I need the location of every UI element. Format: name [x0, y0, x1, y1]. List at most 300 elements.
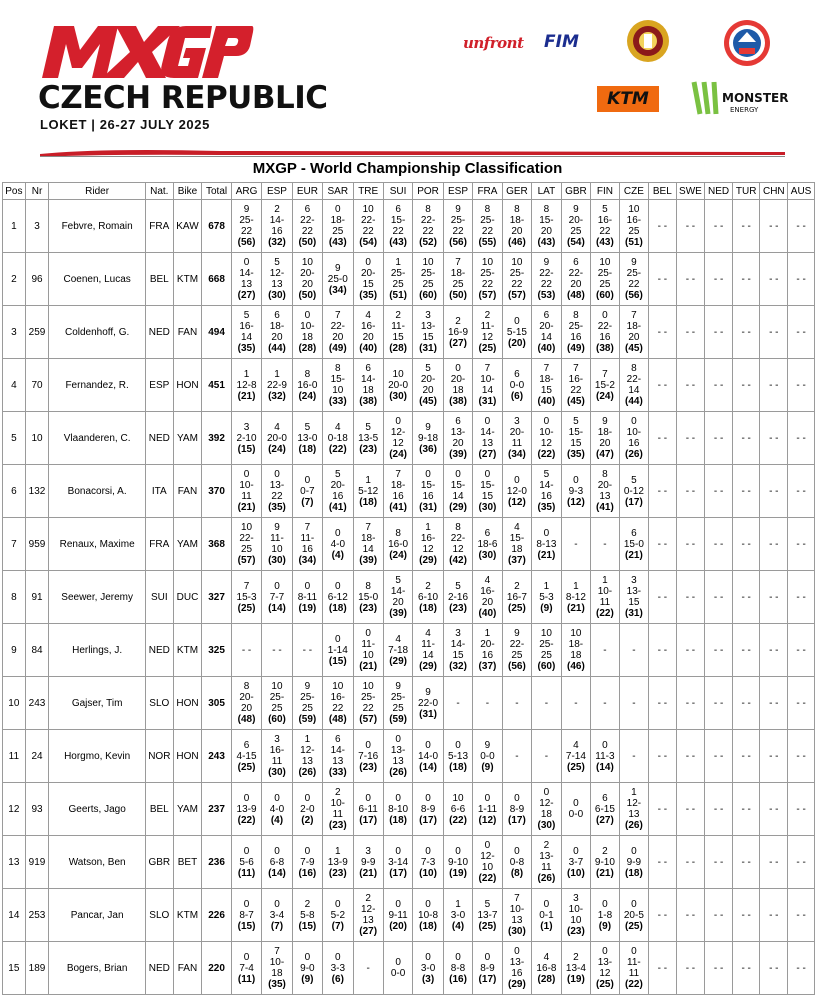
round-result-cell: 0 20- 15 (35)	[353, 253, 383, 306]
total-cell: 226	[202, 889, 232, 942]
round-result-cell: 0 8-10 (18)	[383, 783, 412, 836]
round-result-cell: 1 8-12 (21)	[561, 571, 591, 624]
nation-cell: BEL	[145, 783, 173, 836]
round-result-cell: 6 15- 22 (43)	[383, 200, 412, 253]
round-result-cell: - -	[231, 624, 261, 677]
total-cell: 392	[202, 412, 232, 465]
round-result-cell: 7 10- 18 (35)	[262, 942, 292, 995]
round-result-cell: 6 14- 18 (38)	[353, 359, 383, 412]
column-header: POR	[413, 183, 443, 200]
round-result-cell: - -	[732, 942, 760, 995]
nation-cell: NOR	[145, 730, 173, 783]
round-result-cell: 0 8-8 (16)	[443, 942, 472, 995]
round-result-cell: 0 2-0 (2)	[292, 783, 322, 836]
position-cell: 4	[3, 359, 26, 412]
round-result-cell: - -	[705, 730, 733, 783]
round-result-cell: 5 15- 15 (35)	[561, 412, 591, 465]
round-result-cell: 0 7-9 (16)	[292, 836, 322, 889]
nation-cell: NED	[145, 412, 173, 465]
bike-cell: FAN	[173, 942, 202, 995]
position-cell: 12	[3, 783, 26, 836]
ktm-logo: KTM	[597, 86, 659, 112]
round-result-cell: 9 18- 20 (47)	[591, 412, 620, 465]
round-result-cell: 0 8-7 (15)	[231, 889, 261, 942]
table-row	[3, 624, 815, 677]
round-result-cell: - -	[705, 465, 733, 518]
round-result-cell: 2 10- 11 (23)	[323, 783, 353, 836]
round-result-cell: - -	[705, 836, 733, 889]
position-cell: 3	[3, 306, 26, 359]
round-result-cell: 2 14- 16 (32)	[262, 200, 292, 253]
round-result-cell: - -	[649, 571, 676, 624]
round-result-cell: 0 7-3 (10)	[413, 836, 443, 889]
round-result-cell: 0 14- 13 (27)	[473, 412, 502, 465]
round-result-cell: 8 18- 20 (46)	[502, 200, 532, 253]
table-header	[3, 183, 815, 200]
unfront-logo: unfront	[463, 34, 524, 52]
round-result-cell: - -	[788, 889, 815, 942]
round-result-cell: - -	[760, 465, 788, 518]
column-header: NED	[705, 183, 733, 200]
round-result-cell: 0 11-3 (14)	[591, 730, 620, 783]
round-result-cell: 0 5-13 (18)	[443, 730, 472, 783]
round-result-cell: 1 10- 11 (22)	[591, 571, 620, 624]
round-result-cell: - -	[732, 624, 760, 677]
round-result-cell: - -	[788, 200, 815, 253]
round-result-cell: 7 10- 14 (31)	[473, 359, 502, 412]
round-result-cell: 4 0-18 (22)	[323, 412, 353, 465]
round-result-cell: 0 6-11 (17)	[353, 783, 383, 836]
column-header: Rider	[49, 183, 146, 200]
nation-cell: ITA	[145, 465, 173, 518]
round-result-cell: 0 7-16 (23)	[353, 730, 383, 783]
round-result-cell: 3 2-10 (15)	[231, 412, 261, 465]
round-result-cell: 0 8-11 (19)	[292, 571, 322, 624]
bike-cell: YAM	[173, 518, 202, 571]
round-result-cell: 5 13-7 (25)	[473, 889, 502, 942]
position-cell: 8	[3, 571, 26, 624]
round-result-cell: - -	[676, 624, 705, 677]
round-result-cell: 5 2-16 (23)	[443, 571, 472, 624]
round-result-cell: - -	[649, 836, 676, 889]
round-result-cell: 7 16- 22 (45)	[561, 359, 591, 412]
round-result-cell: - -	[760, 518, 788, 571]
round-result-cell: 6 4-15 (25)	[231, 730, 261, 783]
column-header: CHN	[760, 183, 788, 200]
column-header: TUR	[732, 183, 760, 200]
round-result-cell: - -	[676, 783, 705, 836]
round-result-cell: 9 25- 25 (59)	[292, 677, 322, 730]
round-result-cell: 8 22- 12 (42)	[443, 518, 472, 571]
round-result-cell: 2 16-9 (27)	[443, 306, 472, 359]
nation-cell: NED	[145, 942, 173, 995]
round-result-cell: 0 4-0 (4)	[323, 518, 353, 571]
round-result-cell: - -	[676, 836, 705, 889]
round-result-cell: - -	[649, 677, 676, 730]
rider-cell: Pancar, Jan	[49, 889, 146, 942]
round-result-cell: 0 0-7 (7)	[292, 465, 322, 518]
column-header: BEL	[649, 183, 676, 200]
round-result-cell: - -	[732, 889, 760, 942]
round-result-cell: - -	[760, 253, 788, 306]
number-cell: 10	[25, 412, 49, 465]
round-result-cell: 0 8-9 (17)	[473, 942, 502, 995]
round-result-cell: - -	[732, 359, 760, 412]
round-result-cell: - -	[649, 889, 676, 942]
round-result-cell: 0 15- 14 (29)	[443, 465, 472, 518]
round-result-cell: 8 15- 20 (43)	[532, 200, 561, 253]
table-row	[3, 730, 815, 783]
round-result-cell: 0 1-14 (15)	[323, 624, 353, 677]
round-result-cell: 6 18-6 (30)	[473, 518, 502, 571]
round-result-cell: 0 0-1 (1)	[532, 889, 561, 942]
total-cell: 668	[202, 253, 232, 306]
round-result-cell: 0 22- 16 (38)	[591, 306, 620, 359]
round-result-cell: 5 16- 14 (35)	[231, 306, 261, 359]
round-result-cell: 1 12- 13 (26)	[619, 783, 648, 836]
nation-cell: NED	[145, 306, 173, 359]
round-result-cell: 8 20- 13 (41)	[591, 465, 620, 518]
round-result-cell: 5 13-5 (23)	[353, 412, 383, 465]
round-result-cell: 0 9-10 (19)	[443, 836, 472, 889]
total-cell: 327	[202, 571, 232, 624]
round-result-cell: -	[561, 518, 591, 571]
round-result-cell: 9 25- 25 (59)	[383, 677, 412, 730]
table-row	[3, 783, 815, 836]
table-row	[3, 253, 815, 306]
svg-text:ENERGY: ENERGY	[730, 106, 759, 114]
round-result-cell: 7 11- 16 (34)	[292, 518, 322, 571]
round-result-cell: - -	[732, 306, 760, 359]
bike-cell: KAW	[173, 200, 202, 253]
round-result-cell: 0 4-0 (4)	[262, 783, 292, 836]
number-cell: 919	[25, 836, 49, 889]
round-result-cell: 0 3-4 (7)	[262, 889, 292, 942]
bike-cell: DUC	[173, 571, 202, 624]
round-result-cell: 0 7-7 (14)	[262, 571, 292, 624]
round-result-cell: - -	[649, 306, 676, 359]
number-cell: 243	[25, 677, 49, 730]
bike-cell: YAM	[173, 412, 202, 465]
round-result-cell: 8 16-0 (24)	[383, 518, 412, 571]
rider-cell: Gajser, Tim	[49, 677, 146, 730]
round-result-cell: 10 20- 20 (50)	[292, 253, 322, 306]
round-result-cell: - -	[760, 783, 788, 836]
round-result-cell: 8 16-0 (24)	[292, 359, 322, 412]
rider-cell: Horgmo, Kevin	[49, 730, 146, 783]
round-result-cell: 4 20-0 (24)	[262, 412, 292, 465]
round-result-cell: 0 14- 13 (27)	[231, 253, 261, 306]
round-result-cell: - -	[649, 942, 676, 995]
round-result-cell: - -	[676, 730, 705, 783]
round-result-cell: 1 22-9 (32)	[262, 359, 292, 412]
round-result-cell: - -	[649, 200, 676, 253]
round-result-cell: 0 11- 10 (21)	[353, 624, 383, 677]
bike-cell: KTM	[173, 624, 202, 677]
position-cell: 5	[3, 412, 26, 465]
number-cell: 3	[25, 200, 49, 253]
round-result-cell: 8 20- 20 (48)	[231, 677, 261, 730]
table-row	[3, 518, 815, 571]
round-result-cell: - -	[788, 518, 815, 571]
round-result-cell: 0 0-0	[561, 783, 591, 836]
round-result-cell: -	[502, 677, 532, 730]
round-result-cell: - -	[760, 200, 788, 253]
round-result-cell: 5 12- 13 (30)	[262, 253, 292, 306]
round-result-cell: 5 20- 20 (45)	[413, 359, 443, 412]
round-result-cell: 7 15-3 (25)	[231, 571, 261, 624]
round-result-cell: 0 9-11 (20)	[383, 889, 412, 942]
column-header: LAT	[532, 183, 561, 200]
round-result-cell: - -	[788, 253, 815, 306]
rider-cell: Fernandez, R.	[49, 359, 146, 412]
round-result-cell: 7 18- 25 (50)	[443, 253, 472, 306]
round-result-cell: 1 13-9 (23)	[323, 836, 353, 889]
round-result-cell: - -	[676, 942, 705, 995]
acr-crest-icon	[625, 18, 671, 64]
bike-cell: BET	[173, 836, 202, 889]
round-result-cell: 0 9-0 (9)	[292, 942, 322, 995]
round-result-cell: - -	[705, 253, 733, 306]
table-row	[3, 889, 815, 942]
table-row	[3, 942, 815, 995]
total-cell: 678	[202, 200, 232, 253]
round-result-cell: 8 25- 16 (49)	[561, 306, 591, 359]
round-result-cell: -	[591, 518, 620, 571]
round-result-cell: - -	[732, 253, 760, 306]
position-cell: 2	[3, 253, 26, 306]
column-header: ARG	[231, 183, 261, 200]
round-result-cell: 1 12- 13 (26)	[292, 730, 322, 783]
round-result-cell: - -	[676, 253, 705, 306]
rider-cell: Watson, Ben	[49, 836, 146, 889]
column-header: SUI	[383, 183, 412, 200]
round-result-cell: 0 3-0 (3)	[413, 942, 443, 995]
round-result-cell: - -	[705, 889, 733, 942]
round-result-cell: 10 25- 25 (60)	[262, 677, 292, 730]
rider-cell: Febvre, Romain	[49, 200, 146, 253]
round-result-cell: 2 5-8 (15)	[292, 889, 322, 942]
position-cell: 14	[3, 889, 26, 942]
round-result-cell: 0 8-9 (17)	[413, 783, 443, 836]
round-result-cell: 0 13- 12 (25)	[591, 942, 620, 995]
round-result-cell: 9 20- 25 (54)	[561, 200, 591, 253]
round-result-cell: - -	[705, 359, 733, 412]
fim-logo: FIM	[544, 32, 579, 52]
number-cell: 959	[25, 518, 49, 571]
round-result-cell: 0 1-11 (12)	[473, 783, 502, 836]
round-result-cell: 1 3-0 (4)	[443, 889, 472, 942]
round-result-cell: 6 22- 22 (50)	[292, 200, 322, 253]
round-result-cell: 0 20- 18 (38)	[443, 359, 472, 412]
round-result-cell: 0 1-8 (9)	[591, 889, 620, 942]
round-result-cell: 2 9-10 (21)	[591, 836, 620, 889]
round-result-cell: 8 22- 22 (52)	[413, 200, 443, 253]
round-result-cell: - -	[705, 412, 733, 465]
round-result-cell: 6 15-0 (21)	[619, 518, 648, 571]
round-result-cell: - -	[788, 412, 815, 465]
round-result-cell: 0 20-5 (25)	[619, 889, 648, 942]
round-result-cell: -	[532, 730, 561, 783]
bike-cell: KTM	[173, 253, 202, 306]
round-result-cell: 5 0-12 (17)	[619, 465, 648, 518]
round-result-cell: 1 25- 25 (51)	[383, 253, 412, 306]
round-result-cell: - -	[732, 200, 760, 253]
round-result-cell: 1 5-12 (18)	[353, 465, 383, 518]
total-cell: 243	[202, 730, 232, 783]
round-result-cell: 7 18- 15 (40)	[532, 359, 561, 412]
number-cell: 91	[25, 571, 49, 624]
round-result-cell: - -	[788, 306, 815, 359]
round-result-cell: 2 12- 13 (27)	[353, 889, 383, 942]
round-result-cell: -	[473, 677, 502, 730]
round-result-cell: 1 12-8 (21)	[231, 359, 261, 412]
column-header: Nr	[25, 183, 49, 200]
round-result-cell: 0 12-0 (12)	[502, 465, 532, 518]
number-cell: 93	[25, 783, 49, 836]
round-result-cell: 0 3-7 (10)	[561, 836, 591, 889]
round-result-cell: 0 10-8 (18)	[413, 889, 443, 942]
column-header: EUR	[292, 183, 322, 200]
table-row	[3, 306, 815, 359]
round-result-cell: 0 12- 12 (24)	[383, 412, 412, 465]
round-result-cell: 0 5-6 (11)	[231, 836, 261, 889]
round-result-cell: 10 25- 25 (60)	[591, 253, 620, 306]
round-result-cell: -	[443, 677, 472, 730]
round-result-cell: - -	[760, 942, 788, 995]
round-result-cell: 4 7-18 (29)	[383, 624, 412, 677]
round-result-cell: 0 15- 15 (30)	[473, 465, 502, 518]
bike-cell: FAN	[173, 306, 202, 359]
column-header: GBR	[561, 183, 591, 200]
position-cell: 1	[3, 200, 26, 253]
round-result-cell: 0 3-3 (6)	[323, 942, 353, 995]
round-result-cell: 0 10- 18 (28)	[292, 306, 322, 359]
table-row	[3, 200, 815, 253]
round-result-cell: - -	[292, 624, 322, 677]
round-result-cell: 0 13- 16 (29)	[502, 942, 532, 995]
round-result-cell: - -	[649, 253, 676, 306]
round-result-cell: - -	[705, 942, 733, 995]
round-result-cell: 8 25- 22 (55)	[473, 200, 502, 253]
column-header: CZE	[619, 183, 648, 200]
round-result-cell: 10 25- 22 (57)	[353, 677, 383, 730]
bike-cell: KTM	[173, 889, 202, 942]
column-header: ESP	[443, 183, 472, 200]
event-subtitle: LOKET | 26-27 JULY 2025	[40, 117, 210, 132]
monster-energy-logo	[690, 80, 789, 126]
round-result-cell: 7 18- 14 (39)	[353, 518, 383, 571]
round-result-cell: 9 22-0 (31)	[413, 677, 443, 730]
table-row	[3, 571, 815, 624]
table-title: MXGP - World Championship Classification	[252, 160, 563, 177]
round-result-cell: - -	[788, 730, 815, 783]
round-result-cell: 6 13- 20 (39)	[443, 412, 472, 465]
round-result-cell: 5 20- 16 (41)	[323, 465, 353, 518]
round-result-cell: 2 11- 15 (28)	[383, 306, 412, 359]
round-result-cell: 5 13-0 (18)	[292, 412, 322, 465]
total-cell: 220	[202, 942, 232, 995]
rider-cell: Bonacorsi, A.	[49, 465, 146, 518]
column-header: Total	[202, 183, 232, 200]
round-result-cell: - -	[760, 359, 788, 412]
round-result-cell: 0 15- 16 (31)	[413, 465, 443, 518]
number-cell: 253	[25, 889, 49, 942]
round-result-cell: 7 22- 20 (49)	[323, 306, 353, 359]
round-result-cell: 0 13- 13 (26)	[383, 730, 412, 783]
round-result-cell: 10 25- 25 (60)	[532, 624, 561, 677]
round-result-cell: - -	[732, 783, 760, 836]
event-title: CZECH REPUBLIC	[38, 80, 328, 116]
round-result-cell: 2 13- 11 (26)	[532, 836, 561, 889]
nation-cell: BEL	[145, 253, 173, 306]
round-result-cell: 6 14- 13 (33)	[323, 730, 353, 783]
table-body	[3, 200, 815, 995]
mxgp-logo	[40, 18, 255, 80]
round-result-cell: 4 16-8 (28)	[532, 942, 561, 995]
bike-cell: HON	[173, 677, 202, 730]
total-cell: 494	[202, 306, 232, 359]
nation-cell: NED	[145, 624, 173, 677]
nation-cell: ESP	[145, 359, 173, 412]
round-result-cell: - -	[760, 571, 788, 624]
round-result-cell: 3 13- 15 (31)	[413, 306, 443, 359]
total-cell: 370	[202, 465, 232, 518]
round-result-cell: 10 25- 22 (57)	[502, 253, 532, 306]
nation-cell: SUI	[145, 571, 173, 624]
round-result-cell: 0 7-4 (11)	[231, 942, 261, 995]
round-result-cell: 2 11- 12 (25)	[473, 306, 502, 359]
round-result-cell: - -	[732, 412, 760, 465]
round-result-cell: -	[532, 677, 561, 730]
nation-cell: SLO	[145, 889, 173, 942]
round-result-cell: 10 16- 25 (51)	[619, 200, 648, 253]
round-result-cell: - -	[788, 677, 815, 730]
round-result-cell: - -	[649, 412, 676, 465]
round-result-cell: 10 25- 25 (60)	[413, 253, 443, 306]
number-cell: 259	[25, 306, 49, 359]
bike-cell: FAN	[173, 465, 202, 518]
round-result-cell: 6 6-15 (27)	[591, 783, 620, 836]
round-result-cell: 5 16- 22 (43)	[591, 200, 620, 253]
round-result-cell: 4 15- 18 (37)	[502, 518, 532, 571]
position-cell: 11	[3, 730, 26, 783]
bike-cell: HON	[173, 730, 202, 783]
round-result-cell: 9 11- 10 (30)	[262, 518, 292, 571]
number-cell: 24	[25, 730, 49, 783]
column-header: Pos	[3, 183, 26, 200]
round-result-cell: 0 18- 25 (43)	[323, 200, 353, 253]
round-result-cell: 0 5-2 (7)	[323, 889, 353, 942]
round-result-cell: 5 14- 16 (35)	[532, 465, 561, 518]
round-result-cell: 7 10- 13 (30)	[502, 889, 532, 942]
rider-cell: Herlings, J.	[49, 624, 146, 677]
round-result-cell: - -	[676, 518, 705, 571]
round-result-cell: - -	[676, 889, 705, 942]
round-result-cell: - -	[788, 624, 815, 677]
column-header: SWE	[676, 183, 705, 200]
round-result-cell: 10 16- 22 (48)	[323, 677, 353, 730]
round-result-cell: 0 11- 11 (22)	[619, 942, 648, 995]
round-result-cell: - -	[788, 783, 815, 836]
event-header	[0, 0, 815, 158]
round-result-cell: 8 15-0 (23)	[353, 571, 383, 624]
classification-table	[2, 182, 815, 995]
total-cell: 325	[202, 624, 232, 677]
round-result-cell: 7 18- 20 (45)	[619, 306, 648, 359]
table-row	[3, 412, 815, 465]
round-result-cell: -	[619, 677, 648, 730]
